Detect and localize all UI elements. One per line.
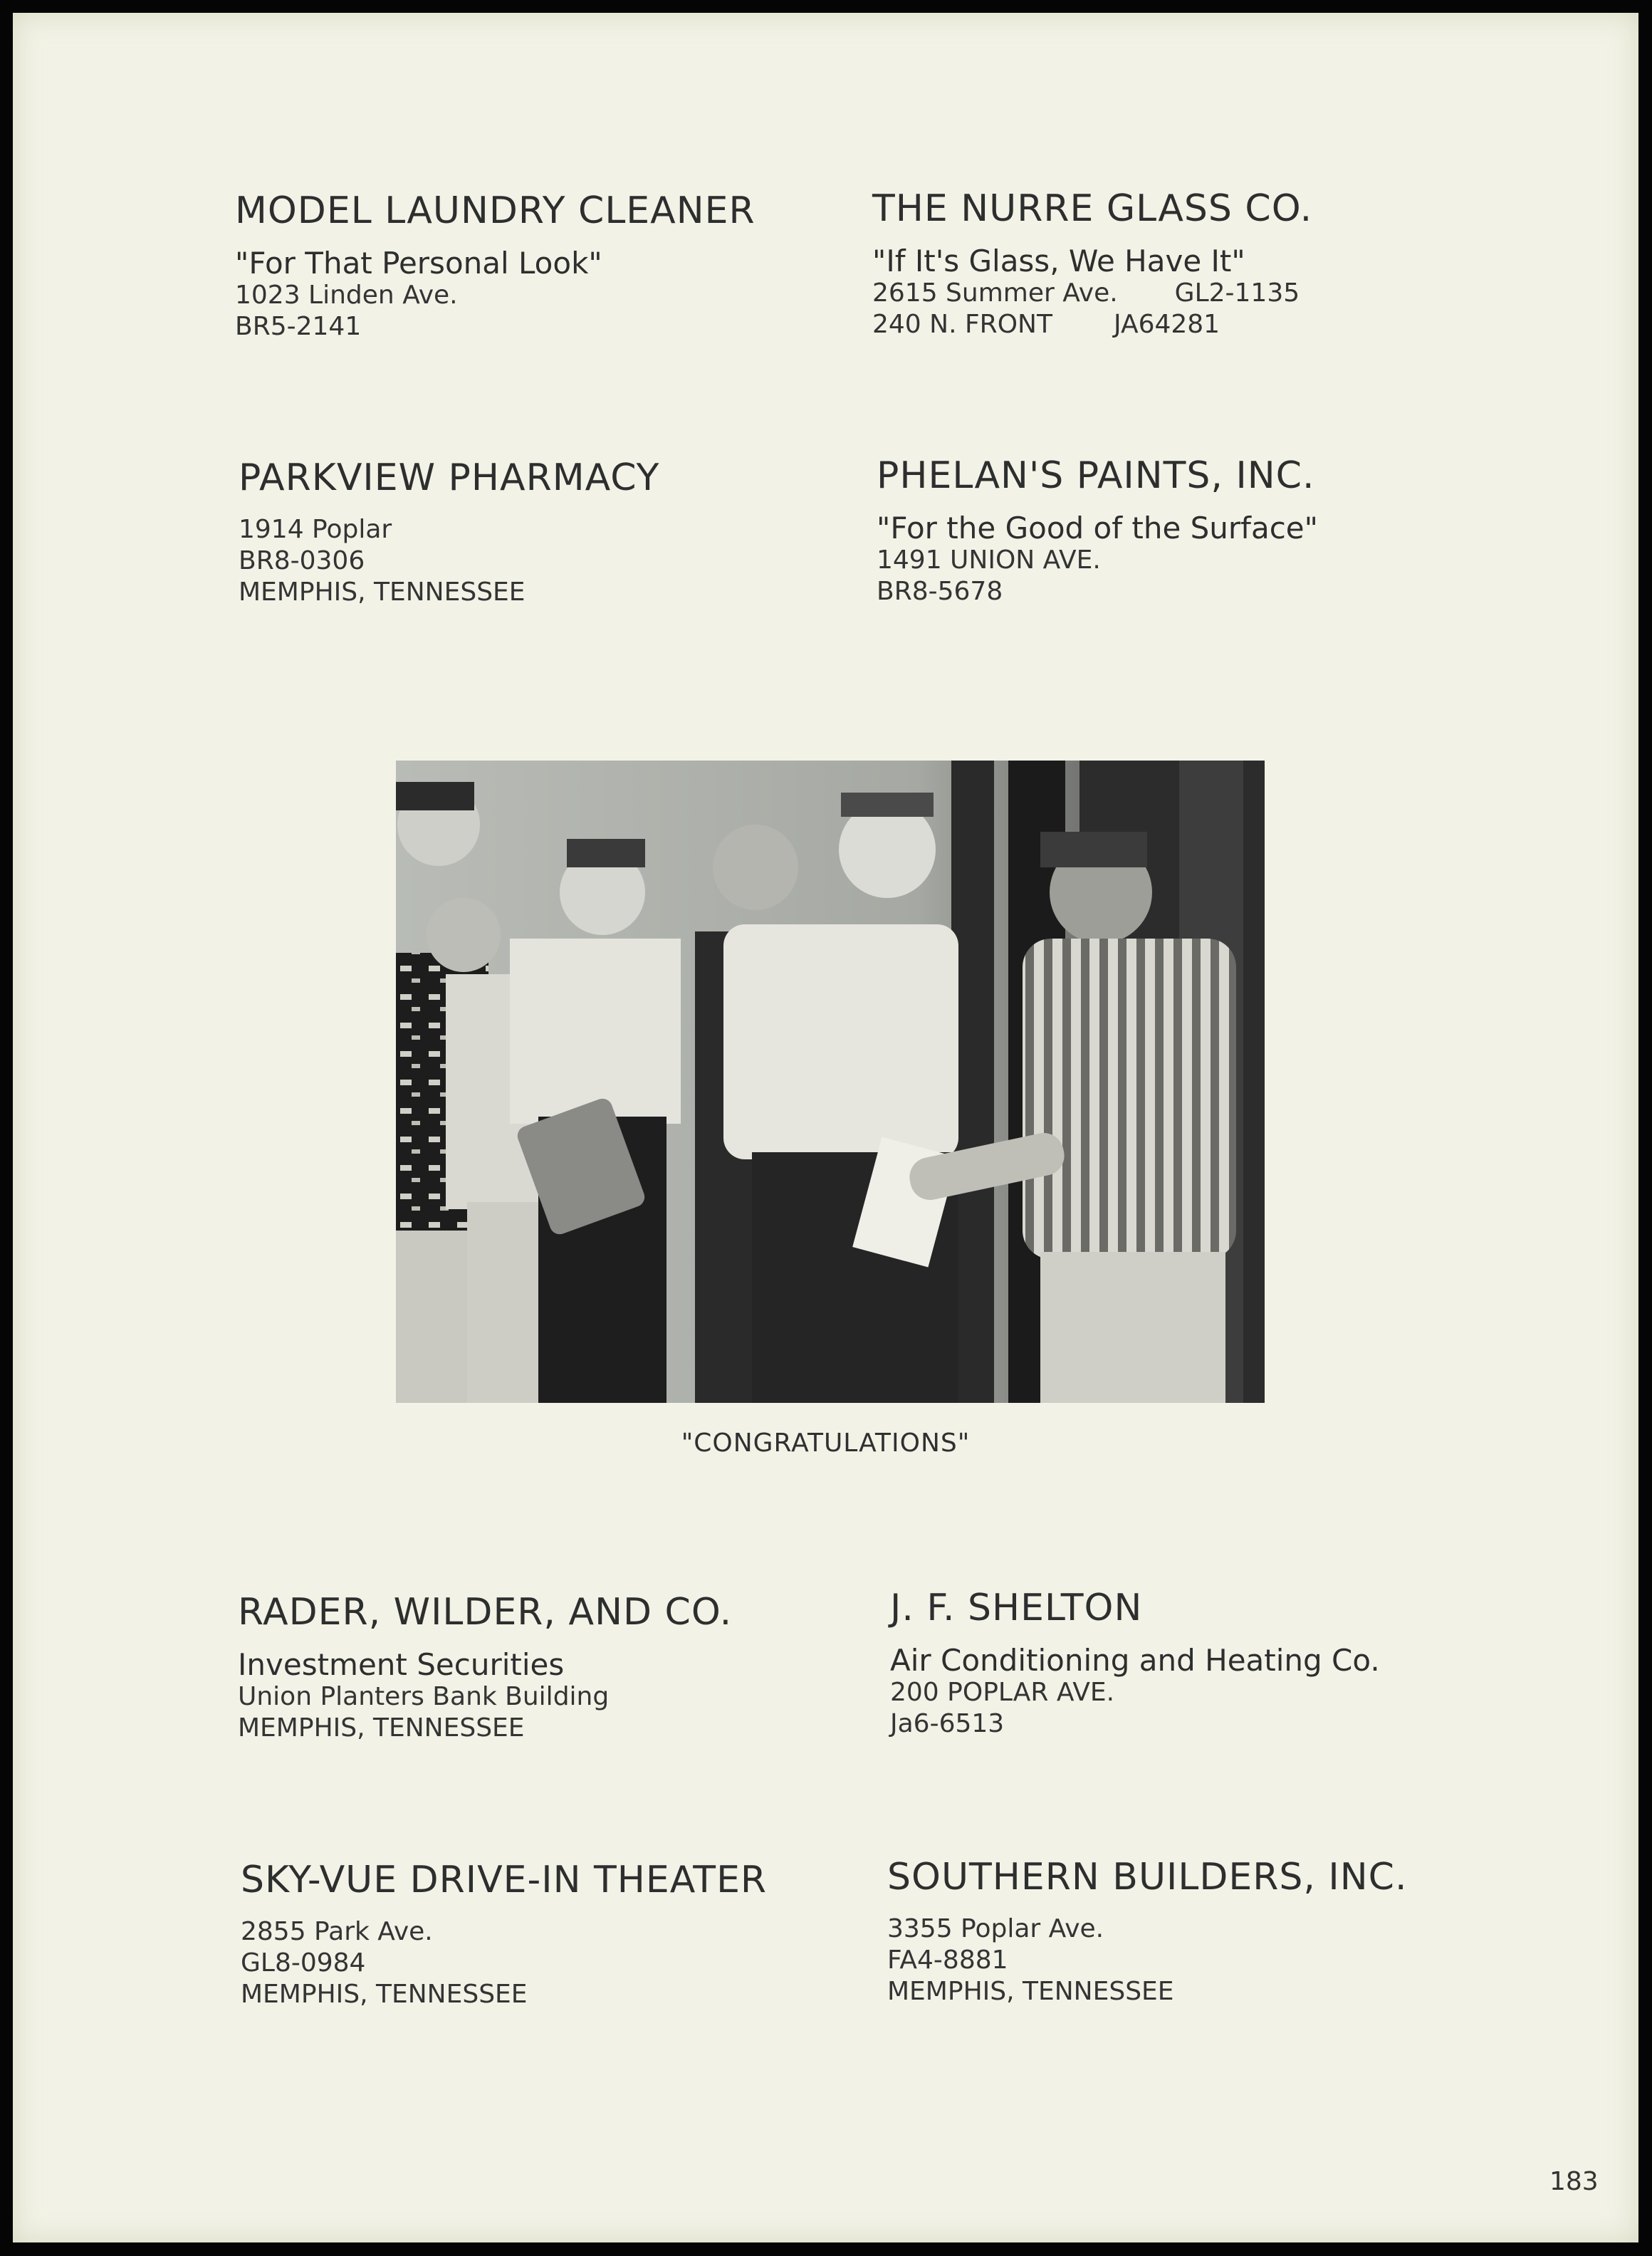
yearbook-page [13,13,1638,2242]
ad-address: 1914 Poplar [239,515,392,545]
ad-name: PHELAN'S PAINTS, INC. [877,454,1315,497]
ad-phone: FA4-8881 [887,1946,1008,1975]
ad-rader-wilder [238,1592,732,1744]
ad-address: 1491 UNION AVE. [877,545,1101,575]
ad-southern-builders [887,1857,1407,2007]
photo-image [396,761,1265,1403]
ad-phelans-paints [877,456,1318,607]
ad-city: MEMPHIS, TENNESSEE [887,1977,1174,2006]
ad-address: 1023 Linden Ave. [235,281,458,310]
ad-address: 240 N. FRONT [872,310,1052,340]
ad-name: THE NURRE GLASS CO. [872,187,1313,230]
ad-phone: Ja6-6513 [890,1709,1005,1739]
ad-sky-vue [241,1860,767,2010]
ad-city: MEMPHIS, TENNESSEE [241,1980,528,2009]
page-number: 183 [1549,2167,1599,2196]
ad-phone: GL2-1135 [1174,278,1300,308]
ad-name: PARKVIEW PHARMACY [239,456,660,499]
ad-address: 2855 Park Ave. [241,1917,433,1947]
ad-city: MEMPHIS, TENNESSEE [238,1713,525,1743]
ad-phone: GL8-0984 [241,1948,366,1978]
ad-address: 200 POPLAR AVE. [890,1678,1115,1708]
ad-phone: JA64281 [1113,310,1220,340]
ad-name: RADER, WILDER, AND CO. [238,1591,733,1634]
ad-phone: BR5-2141 [235,312,362,342]
ad-phone: BR8-0306 [239,546,365,576]
ad-tagline: "If It's Glass, We Have It" [872,244,1245,279]
ad-city: MEMPHIS, TENNESSEE [239,578,526,607]
photo-congratulations [396,761,1265,1403]
ad-name: J. F. SHELTON [890,1587,1143,1629]
ad-parkview-pharmacy [239,458,659,608]
ad-name: SOUTHERN BUILDERS, INC. [887,1856,1408,1899]
ad-model-laundry [235,191,756,343]
ad-address: 3355 Poplar Ave. [887,1914,1104,1944]
ad-name: MODEL LAUNDRY CLEANER [235,189,756,232]
ad-address: 2615 Summer Ave. [872,278,1118,308]
ad-tagline: "For the Good of the Surface" [877,511,1318,546]
ad-tagline: Air Conditioning and Heating Co. [890,1643,1380,1678]
ad-phone: BR8-5678 [877,577,1003,607]
ad-nurre-glass [872,189,1312,340]
ad-tagline: Investment Securities [238,1647,565,1683]
ad-jf-shelton [890,1588,1380,1740]
ad-name: SKY-VUE DRIVE-IN THEATER [241,1859,768,1901]
photo-caption: "CONGRATULATIONS" [681,1429,971,1458]
ad-tagline: "For That Personal Look" [235,246,602,281]
ad-address: Union Planters Bank Building [238,1682,610,1712]
